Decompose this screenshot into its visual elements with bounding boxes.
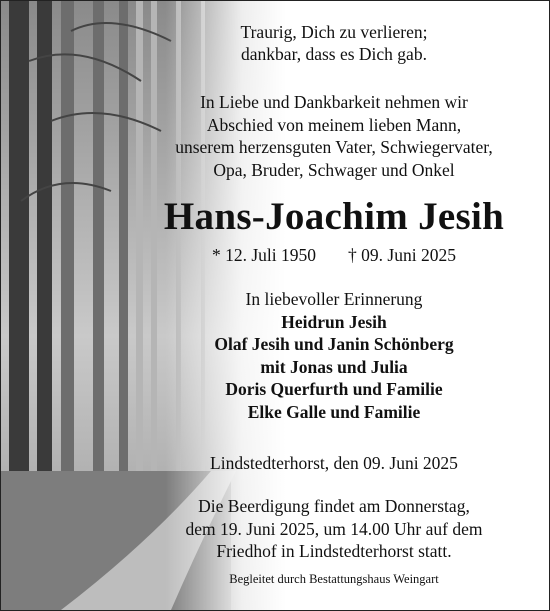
funeral-line: Die Beerdigung findet am Donnerstag, — [198, 496, 470, 516]
obituary-text — [119, 1, 549, 610]
verse — [119, 21, 549, 65]
funeral-info — [119, 495, 549, 563]
mourner-name: Olaf Jesih und Janin Schönberg — [214, 334, 454, 354]
intro-line: Opa, Bruder, Schwager und Onkel — [213, 159, 455, 180]
mourner-name: Heidrun Jesih — [281, 311, 387, 332]
verse-line: dankbar, dass es Dich gab. — [241, 44, 427, 64]
death-date: † 09. Juni 2025 — [348, 245, 456, 265]
mourners — [119, 288, 549, 423]
farewell-intro — [119, 91, 549, 181]
verse-line: Traurig, Dich zu verlieren; — [240, 22, 428, 42]
intro-line: unserem herzensguten Vater, Schwiegervater, — [175, 137, 493, 157]
intro-line: Abschied von meinem lieben Mann, — [206, 114, 462, 135]
funeral-line: Friedhof in Lindstedterhorst statt. — [216, 541, 452, 561]
mourner-name: Doris Querfurth und Familie — [225, 379, 443, 399]
mourner-name: mit Jonas und Julia — [260, 356, 408, 377]
intro-line: In Liebe und Dankbarkeit nehmen wir — [200, 92, 468, 112]
place-and-date: Lindstedterhorst, den 09. Juni 2025 — [210, 453, 458, 473]
life-dates — [119, 244, 549, 266]
mourner-name: Elke Galle und Familie — [247, 401, 421, 422]
undertaker-credit: Begleitet durch Bestattungshaus Weingart — [229, 572, 439, 586]
birth-date: * 12. Juli 1950 — [212, 245, 317, 265]
memory-intro: In liebevoller Erinnerung — [245, 289, 423, 309]
funeral-line: dem 19. Juni 2025, um 14.00 Uhr auf dem — [185, 518, 483, 539]
deceased-name: Hans-Joachim Jesih — [163, 195, 505, 238]
